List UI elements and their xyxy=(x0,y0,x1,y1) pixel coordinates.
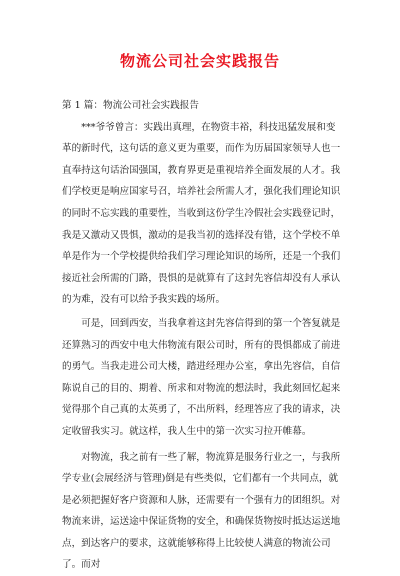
article-body xyxy=(62,95,344,576)
section-heading: 第 1 篇：物流公司社会实践报告 xyxy=(62,95,344,117)
paragraph-2: 可是，回到西安，当我拿着这封先容信得到的第一个答复就是还算熟习的西安中电大伟物流有限公司时，所有的畏惧都成了前进的勇气。当我走进公司大楼，踏进经理办公室，拿出先容信，自信陈说自己的目的、期着、所求和对物流的想法时，我此刻回忆起来觉得那个自己真的太英勇了，不出所料，经理答应了我的请求，决定收留我实习。就这样，我人生中的第一次实习拉开帷幕。 xyxy=(62,313,344,443)
paragraph-3: 对物流，我之前有一些了解，物流算是服务行业之一，与我所学专业(会展经济与管理)倒是有些类似，它们都有一个共同点，就是必须把握好客户资源和人脉，还需要有一个强有力的团组织。对物流来讲，运送途中保证货物的安全，和确保货物按时抵达运送地点，到达客户的要求，这就能够称得上比较使人满意的物流公司了。而对 xyxy=(62,447,344,576)
page-title: 物流公司社会实践报告 xyxy=(0,50,400,71)
paragraph-1: ***爷爷曾言：实践出真理，在物资丰裕，科技迅猛发展和变革的新时代，这句话的意义更为重要，而作为历届国家领导人也一直奉持这句话治国强国，教育界更是重视培养全面发展的人才。我们学校更是响应国家号召，培养社会所需人才，强化我们理论知识的同时不忘实践的重要性，当收到这份学生冷假社会实践登记时，我是又激动又畏惧，激动的是我当初的选择没有错，这个学校不单单是作为一个学校提供给我们学习理论知识的场所，还是一个我们接近社会所需的门路，畏惧的是就算有了这封先容信却没有人承认的为难，没有可以给予我实践的场所。 xyxy=(62,117,344,311)
